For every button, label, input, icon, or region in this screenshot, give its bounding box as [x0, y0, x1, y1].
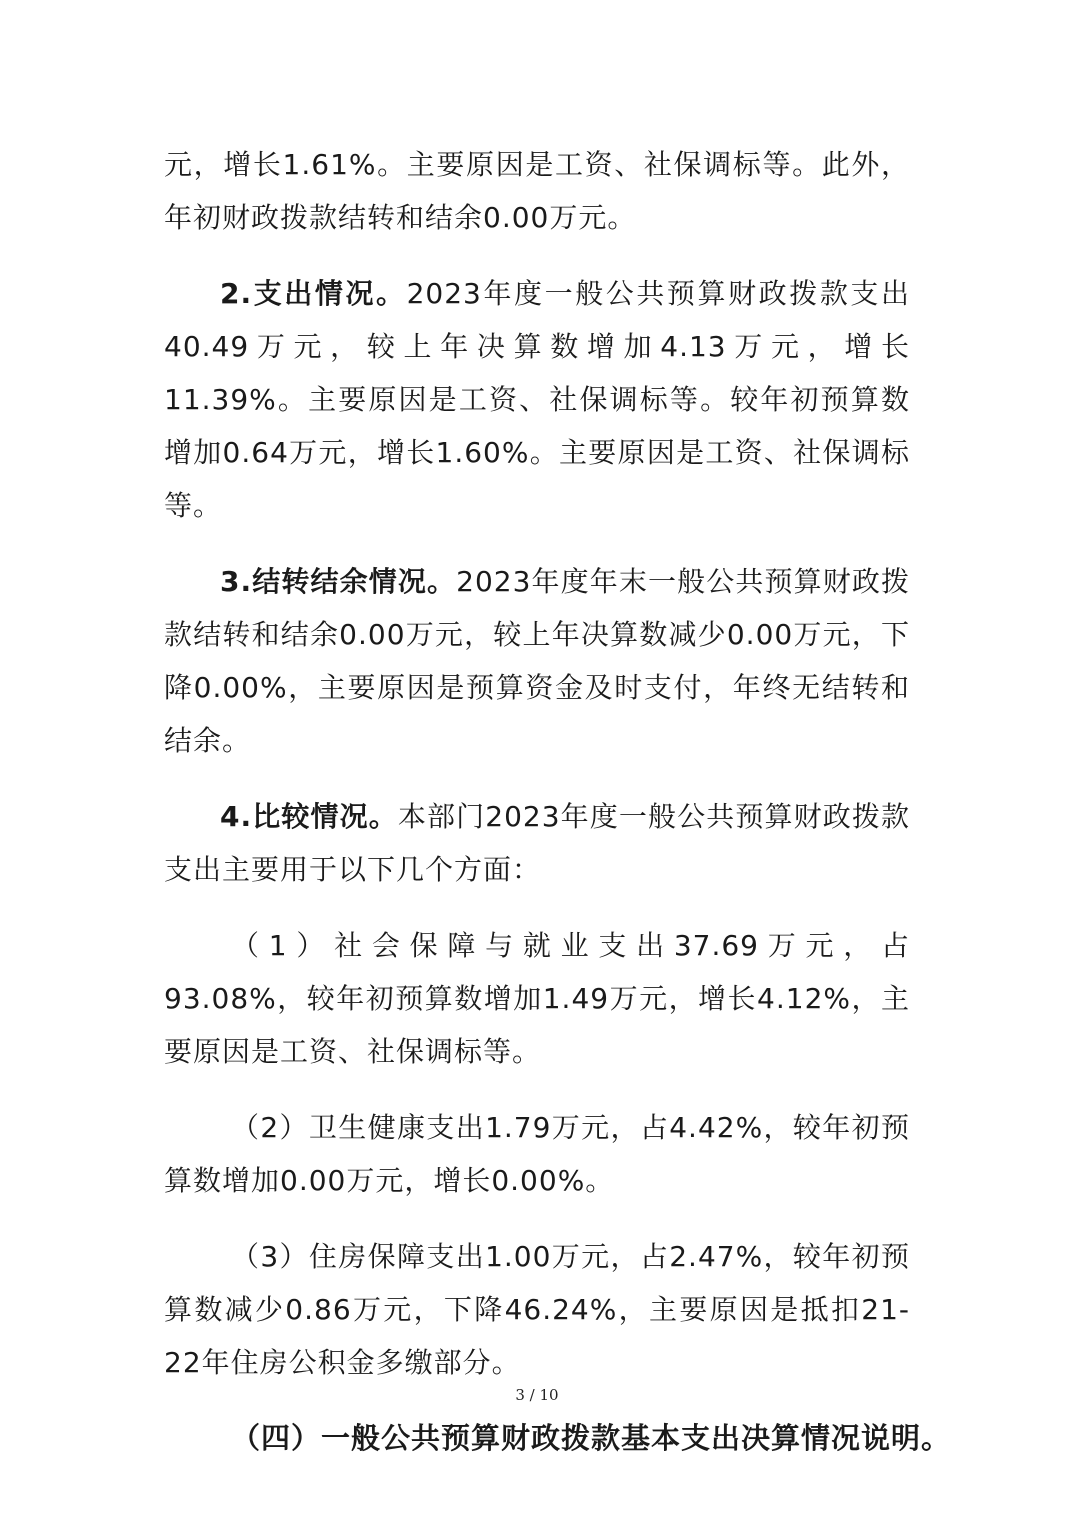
paragraph-expenditure: [164, 267, 910, 532]
paragraph-lead: 3.结转结余情况。: [220, 565, 457, 598]
section-heading: （四）一般公共预算财政拨款基本支出决算情况说明。: [231, 1421, 952, 1455]
paragraph-income-continued: 元，增长1.61%。主要原因是工资、社保调标等。此外，年初财政拨款结转和结余0.00万元。: [164, 148, 910, 234]
paragraph-text: 2023年度一般公共预算财政拨款支出40.49万元，较上年决算数增加4.13万元，增长11.39%。主要原因是工资、社保调标等。较年初预算数增加0.64万元，增长1.60%。主要原因是工资、社保调标等。: [164, 277, 910, 522]
paragraph-item-housing: （3）住房保障支出1.00万元，占2.47%，较年初预算数减少0.86万元，下降46.24%，主要原因是抵扣21-22年住房公积金多缴部分。: [164, 1240, 910, 1379]
paragraph-carryover: [164, 555, 910, 767]
paragraph-comparison: [164, 790, 910, 896]
paragraph-item-health: （2）卫生健康支出1.79万元，占4.42%，较年初预算数增加0.00万元，增长0.00%。: [164, 1111, 910, 1197]
paragraph-lead: 4.比较情况。: [220, 800, 398, 833]
paragraph-item-social-security: （1）社会保障与就业支出37.69万元，占93.08%，较年初预算数增加1.49万元，增长4.12%，主要原因是工资、社保调标等。: [164, 929, 910, 1068]
page-number: 3 / 10: [515, 1386, 559, 1404]
paragraph-text: 本部门2023年度一般公共预算财政拨款支出主要用于以下几个方面：: [164, 800, 910, 886]
paragraph-lead: 2.支出情况。: [220, 277, 407, 310]
paragraph-text: 2023年度年末一般公共预算财政拨款结转和结余0.00万元，较上年决算数减少0.00万元，下降0.00%，主要原因是预算资金及时支付，年终无结转和结余。: [164, 565, 910, 757]
document-body: [164, 138, 952, 1465]
